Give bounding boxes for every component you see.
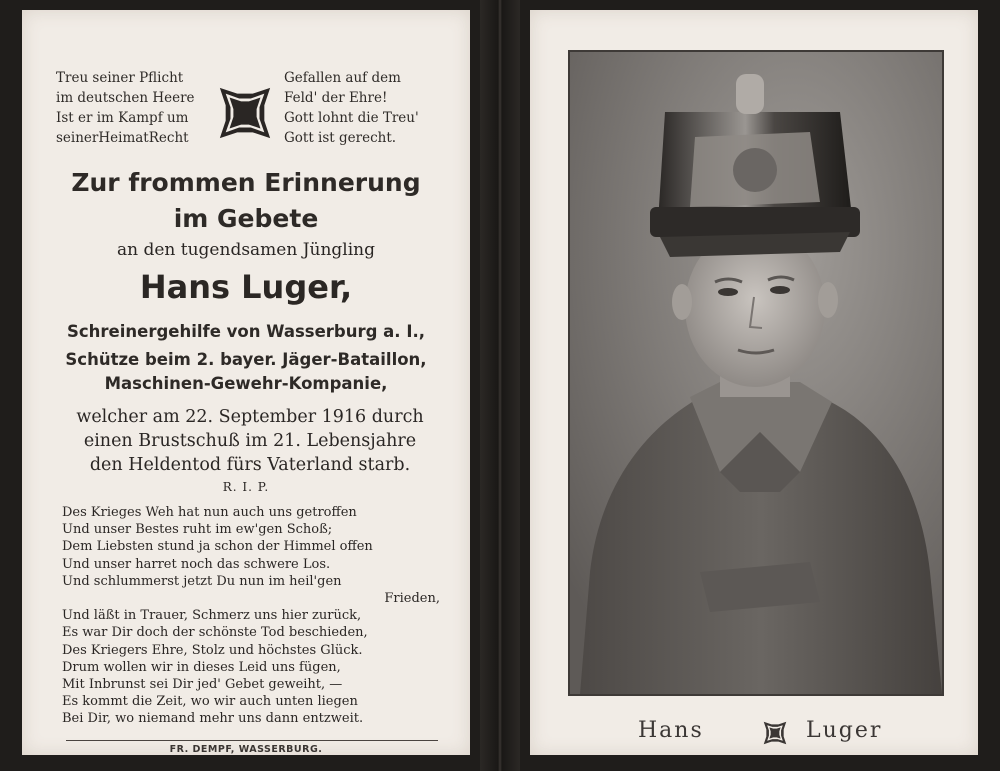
poem-line: Und läßt in Trauer, Schmerz uns hier zurück, [62,608,362,624]
verse-line: Feld' der Ehre! [284,90,388,106]
caption-first-name: Hans [638,718,704,743]
death-line: einen Brustschuß im 21. Lebensjahre [83,431,417,451]
verse-line: Ist er im Kampf um [56,110,189,126]
memorial-card-photo [530,10,978,755]
iron-cross-icon [762,720,788,746]
intro-line: an den tugendsamen Jüngling [116,240,376,260]
verse-line: Gefallen auf dem [284,70,401,86]
memorial-poem [62,504,440,727]
portrait-illustration [570,52,942,694]
verse-right-column [284,68,419,148]
poem-line: Des Kriegers Ehre, Stolz und höchstes Glück. [62,642,363,658]
heading-remembrance: Zur frommen Erinnerung [71,168,421,197]
verse-line: Treu seiner Pflicht [56,70,184,86]
memorial-card-text [22,10,470,755]
poem-line: Des Krieges Weh hat nun auch uns getroffen [62,505,357,520]
verse-line: im deutschen Heere [56,90,195,106]
death-line: den Heldentod fürs Vaterland starb. [89,455,411,475]
poem-line: Und unser harret noch das schwere Los. [62,556,331,572]
poem-line: Bei Dir, wo niemand mehr uns dann entzweit. [62,711,364,727]
bio-line: Schreinergehilfe von Wasserburg a. I., [66,322,425,341]
poem-line: Es war Dir doch der schönste Tod beschieden, [62,625,368,641]
heading-prayer: im Gebete [173,204,319,233]
dedication-verse [22,68,470,148]
verse-left-column [56,68,195,148]
divider [66,740,438,741]
verse-line: Gott lohnt die Treu' [284,110,419,126]
binding-spine [480,0,520,771]
poem-line: Drum wollen wir in dieses Leid uns fügen, [62,659,341,675]
poem-line: Und unser Bestes ruht im ew'gen Schoß; [62,522,333,538]
poem-line: Frieden, [384,590,440,606]
poem-line: Und schlummerst jetzt Du nun im heil'gen [62,573,342,589]
printer-credit: FR. DEMPF, WASSERBURG. [169,744,323,755]
rip-text: R. I. P. [222,480,270,494]
bio-line: Maschinen-Gewehr-Kompanie, [104,374,388,393]
poem-line: Mit Inbrunst sei Dir jed' Gebet geweiht, — [62,676,343,692]
poem-line: Dem Liebsten stund ja schon der Himmel offen [62,539,373,555]
deceased-name: Hans Luger, [139,268,353,306]
verse-line: Gott ist gerecht. [284,130,397,146]
portrait-photo [568,50,944,696]
bio-line: Schütze beim 2. bayer. Jäger-Bataillon, [65,350,427,369]
verse-line: seinerHeimatRecht [56,130,189,146]
iron-cross-icon [216,84,274,142]
caption-last-name: Luger [806,718,883,743]
death-line: welcher am 22. September 1916 durch [76,407,424,427]
poem-line: Es kommt die Zeit, wo wir auch unten liegen [62,694,358,710]
